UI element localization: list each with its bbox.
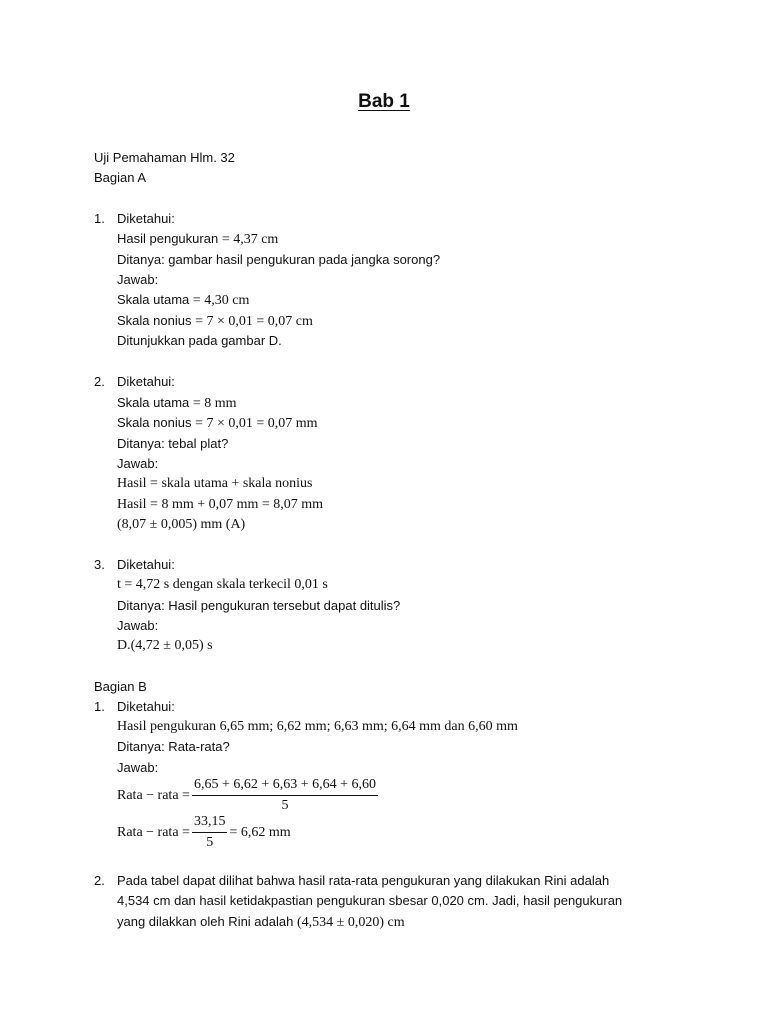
a1-line-6 bbox=[117, 313, 313, 330]
a2-line-7: Hasil = 8 mm + 0,07 mm = 8,07 mm bbox=[117, 497, 324, 512]
b1-eq1-lhs: Rata − rata = bbox=[117, 787, 190, 803]
a1-line-4: Jawab: bbox=[117, 272, 159, 287]
bagian-b-heading: Bagian B bbox=[94, 679, 147, 694]
b1-line-2: Hasil pengukuran 6,65 mm; 6,62 mm; 6,63 mm; 6,64 mm dan 6,60 mm bbox=[117, 719, 518, 734]
a2-line-3 bbox=[117, 415, 318, 432]
header-line-2: Bagian A bbox=[94, 170, 147, 185]
b1-line-4: Jawab: bbox=[117, 760, 159, 775]
a1-line-2 bbox=[117, 231, 278, 248]
a3-line-5: D.(4,72 ± 0,05) s bbox=[117, 638, 213, 653]
b1-eq2-numerator: 33,15 bbox=[192, 814, 228, 833]
a3-line-2: t = 4,72 s dengan skala terkecil 0,01 s bbox=[117, 577, 328, 592]
a3-line-4: Jawab: bbox=[117, 618, 159, 633]
page-title: Bab 1 bbox=[358, 91, 410, 112]
b1-eq2-lhs: Rata − rata = bbox=[117, 824, 190, 840]
a2-line-1: Diketahui: bbox=[117, 374, 175, 389]
b2-line-3 bbox=[117, 914, 405, 931]
a2-line-2-math: = 8 mm bbox=[192, 396, 237, 411]
a2-line-3-math: = 7 × 0,01 = 0,07 mm bbox=[195, 416, 318, 431]
b2-line-1: Pada tabel dapat dilihat bahwa hasil rata-rata pengukuran yang dilakukan Rini adalah bbox=[117, 873, 610, 888]
a2-line-3-text: Skala nonius bbox=[117, 415, 192, 430]
a2-line-6: Hasil = skala utama + skala nonius bbox=[117, 476, 313, 491]
a2-line-2-text: Skala utama bbox=[117, 395, 190, 410]
a2-line-5: Jawab: bbox=[117, 456, 159, 471]
b2-line-2: 4,534 cm dan hasil ketidakpastian pengukuran sbesar 0,020 cm. Jadi, hasil pengukuran bbox=[117, 893, 623, 908]
a2-line-4: Ditanya: tebal plat? bbox=[117, 436, 229, 451]
a1-line-5 bbox=[117, 292, 249, 309]
a1-line-3: Ditanya: gambar hasil pengukuran pada jangka sorong? bbox=[117, 252, 441, 267]
b1-eq2-denominator: 5 bbox=[206, 835, 214, 850]
a1-line-6-text: Skala nonius bbox=[117, 313, 192, 328]
a2-number: 2. bbox=[94, 374, 105, 389]
b1-eq2-rhs: = 6,62 mm bbox=[229, 824, 291, 840]
b1-eq2-fraction bbox=[192, 814, 228, 851]
a2-line-8: (8,07 ± 0,005) mm (A) bbox=[117, 517, 246, 532]
a1-line-2-math: = 4,37 cm bbox=[221, 232, 279, 247]
b1-eq1-numerator: 6,65 + 6,62 + 6,63 + 6,64 + 6,60 bbox=[192, 777, 378, 796]
a1-line-2-text: Hasil pengukuran bbox=[117, 231, 219, 246]
b1-line-3: Ditanya: Rata-rata? bbox=[117, 739, 230, 754]
a1-line-6-math: = 7 × 0,01 = 0,07 cm bbox=[195, 314, 313, 329]
b2-number: 2. bbox=[94, 873, 105, 888]
a1-line-5-math: = 4,30 cm bbox=[192, 293, 250, 308]
header-line-1: Uji Pemahaman Hlm. 32 bbox=[94, 150, 235, 165]
a3-number: 3. bbox=[94, 557, 105, 572]
b1-eq1-denominator: 5 bbox=[281, 798, 289, 813]
b1-number: 1. bbox=[94, 699, 105, 714]
a3-line-1: Diketahui: bbox=[117, 557, 175, 572]
b2-line-3-text: yang dilakkan oleh Rini adalah bbox=[117, 914, 294, 929]
b2-line-3-math: (4,534 ± 0,020) cm bbox=[296, 915, 405, 930]
a3-line-3: Ditanya: Hasil pengukuran tersebut dapat ditulis? bbox=[117, 598, 401, 613]
a1-line-5-text: Skala utama bbox=[117, 292, 190, 307]
b1-eq1-fraction bbox=[192, 777, 378, 814]
a2-line-2 bbox=[117, 395, 237, 412]
a1-line-7: Ditunjukkan pada gambar D. bbox=[117, 333, 282, 348]
a1-number: 1. bbox=[94, 211, 105, 226]
b1-equation-2 bbox=[117, 814, 291, 851]
b1-line-1: Diketahui: bbox=[117, 699, 175, 714]
b1-equation-1 bbox=[117, 777, 380, 814]
a1-line-1: Diketahui: bbox=[117, 211, 175, 226]
